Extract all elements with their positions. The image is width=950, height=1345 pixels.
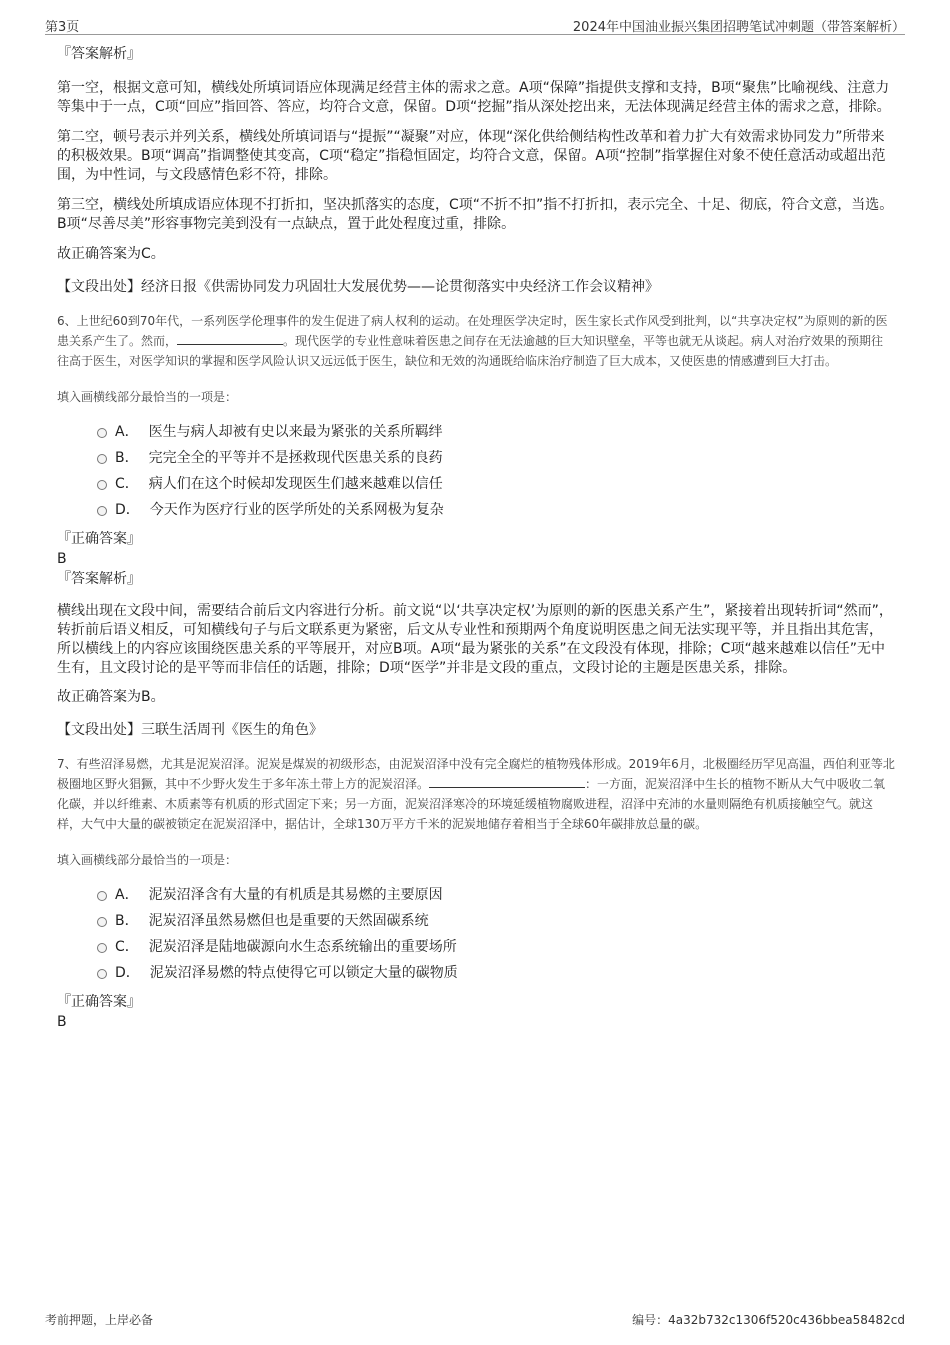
document-serial: 编号：4a32b732c1306f520c436bbea58482cd [632, 1313, 905, 1327]
option-b[interactable] [57, 908, 895, 934]
option-letter: C． [115, 476, 139, 492]
question-7-text [57, 754, 895, 834]
option-text: 今天作为医疗行业的医学所处的关系网极为复杂 [149, 502, 444, 518]
option-text: 医生与病人却被有史以来最为紧张的关系所羁绊 [148, 424, 443, 440]
option-a[interactable] [57, 882, 895, 908]
correct-answer: B [57, 1014, 67, 1030]
option-letter: D． [115, 965, 140, 981]
radio-button[interactable] [97, 917, 107, 927]
radio-button[interactable] [97, 480, 107, 490]
option-letter: A． [115, 424, 139, 440]
page-content [57, 44, 895, 1032]
question-7-options [57, 882, 895, 986]
answer-blank [177, 332, 283, 345]
radio-button[interactable] [97, 969, 107, 979]
document-title: 2024年中国油业振兴集团招聘笔试冲刺题（带答案解析） [572, 20, 905, 35]
question-6-conclusion: 故正确答案为B。 [57, 689, 165, 705]
analysis-paragraph-1: 第一空，根据文意可知，横线处所填词语应体现满足经营主体的需求之意。A项“保障”指提供支撑和支持，B项“聚焦”比喻视线、注意力等集中于一点，C项“回应”指回答、答应，均符合文意，保留。D项“挖掘”指从深处挖出来，无法体现满足经营主体的需求之意，排除。 [57, 80, 891, 115]
question-7 [57, 754, 895, 1032]
source-citation: 【文段出处】经济日报《供需协同发力巩固壮大发展优势——论贯彻落实中央经济工作会议精神》 [57, 279, 659, 295]
analysis-label: 『答案解析』 [57, 46, 141, 62]
question-6-text-before: 6、上世纪60到70年代，一系列医学伦理事件的发生促进了病人权利的运动。在处理医学决定时，医生家长式作风受到批判，以“共享决定权”为原则的新的医患关系产生了。然而， [57, 314, 888, 348]
analysis-label: 『答案解析』 [57, 571, 141, 587]
option-text: 泥炭沼泽含有大量的有机质是其易燃的主要原因 [148, 887, 443, 903]
question-6 [57, 311, 895, 740]
option-a[interactable] [57, 419, 895, 445]
page-number: 第3页 [45, 20, 80, 35]
page-header [45, 14, 905, 35]
question-7-text-after: ：一方面，泥炭沼泽中生长的植物不断从大气中吸收二氧化碳，并以纤维素、木质素等有机质的形式固定下来；另一方面，泥炭沼泽寒冷的环境延缓植物腐败进程，沼泽中充沛的水量则隔绝有机质接触空气。就这样，大气中大量的碳被锁定在泥炭沼泽中，据估计，全球130万平方千米的泥炭地储存着相当于全球60年碳排放总量的碳。 [57, 777, 886, 831]
question-7-prompt: 填入画横线部分最恰当的一项是： [57, 853, 238, 867]
radio-button[interactable] [97, 943, 107, 953]
option-d[interactable] [57, 497, 895, 523]
radio-button[interactable] [97, 891, 107, 901]
option-letter: B． [115, 913, 139, 929]
option-letter: B． [115, 450, 139, 466]
page-footer [45, 1311, 905, 1331]
option-c[interactable] [57, 934, 895, 960]
option-text: 泥炭沼泽易燃的特点使得它可以锁定大量的碳物质 [149, 965, 458, 981]
option-letter: A． [115, 887, 139, 903]
q5-analysis-block [57, 44, 895, 297]
option-c[interactable] [57, 471, 895, 497]
radio-button[interactable] [97, 454, 107, 464]
option-b[interactable] [57, 445, 895, 471]
option-d[interactable] [57, 960, 895, 986]
analysis-paragraph-2: 第二空，顿号表示并列关系，横线处所填词语与“提振”“凝聚”对应，体现“深化供给侧结构性改革和着力扩大有效需求协同发力”所带来的积极效果。B项“调高”指调整使其变高，C项“稳定”指稳恒固定，均符合文意，保留。A项“控制”指掌握住对象不使任意活动或超出范围，为中性词，与文段感情色彩不符，排除。 [57, 129, 886, 183]
option-text: 泥炭沼泽虽然易燃但也是重要的天然固碳系统 [148, 913, 429, 929]
option-letter: D． [115, 502, 140, 518]
question-6-text [57, 311, 895, 371]
source-citation: 【文段出处】三联生活周刊《医生的角色》 [57, 722, 323, 738]
question-7-text-before: 7、有些沼泽易燃，尤其是泥炭沼泽。泥炭是煤炭的初级形态，由泥炭沼泽中没有完全腐烂的植物残体形成。2019年6月，北极圈经历罕见高温，西伯利亚等北极圈地区野火猖獗，其中不少野火发生于多年冻土带上方的泥炭沼泽。 [57, 757, 895, 791]
radio-button[interactable] [97, 506, 107, 516]
analysis-paragraph-3: 第三空，横线处所填成语应体现不打折扣，坚决抓落实的态度，C项“不折不扣”指不打折扣，表示完全、十足、彻底，符合文意，当选。B项“尽善尽美”形容事物完美到没有一点缺点，置于此处程度过重，排除。 [57, 197, 894, 232]
radio-button[interactable] [97, 428, 107, 438]
question-6-prompt: 填入画横线部分最恰当的一项是： [57, 390, 238, 404]
footer-motto: 考前押题，上岸必备 [45, 1313, 154, 1327]
correct-answer-label: 『正确答案』 [57, 531, 141, 547]
option-text: 泥炭沼泽是陆地碳源向水生态系统输出的重要场所 [148, 939, 457, 955]
correct-answer-label: 『正确答案』 [57, 994, 141, 1010]
question-6-analysis: 横线出现在文段中间，需要结合前后文内容进行分析。前文说“以‘共享决定权’为原则的新的医患关系产生”，紧接着出现转折词“然而”，转折前后语义相反，可知横线句子与后文联系更为紧密，后文从专业性和预期两个角度说明医患之间无法实现平等，并且指出其危害，所以横线上的内容应该围绕医患关系的平等展开，对应B项。A项“最为紧张的关系”在文段没有体现，排除；C项“越来越难以信任”无中生有，且文段讨论的是平等而非信任的话题，排除；D项“医学”并非是文段的重点，文段讨论的主题是医患关系，排除。 [57, 603, 893, 676]
option-text: 病人们在这个时候却发现医生们越来越难以信任 [148, 476, 443, 492]
analysis-conclusion: 故正确答案为C。 [57, 246, 165, 262]
option-text: 完完全全的平等并不是拯救现代医患关系的良药 [148, 450, 443, 466]
question-6-options [57, 419, 895, 523]
question-6-text-after: 。现代医学的专业性意味着医患之间存在无法逾越的巨大知识壁垒，平等也就无从谈起。病人对治疗效果的预期往往高于医生，对医学知识的掌握和医学风险认识又远远低于医生，缺位和无效的沟通既给临床治疗制造了巨大成本，又使医患的情感遭到巨大打击。 [57, 334, 884, 368]
option-letter: C． [115, 939, 139, 955]
correct-answer: B [57, 551, 67, 567]
answer-blank [429, 775, 585, 788]
